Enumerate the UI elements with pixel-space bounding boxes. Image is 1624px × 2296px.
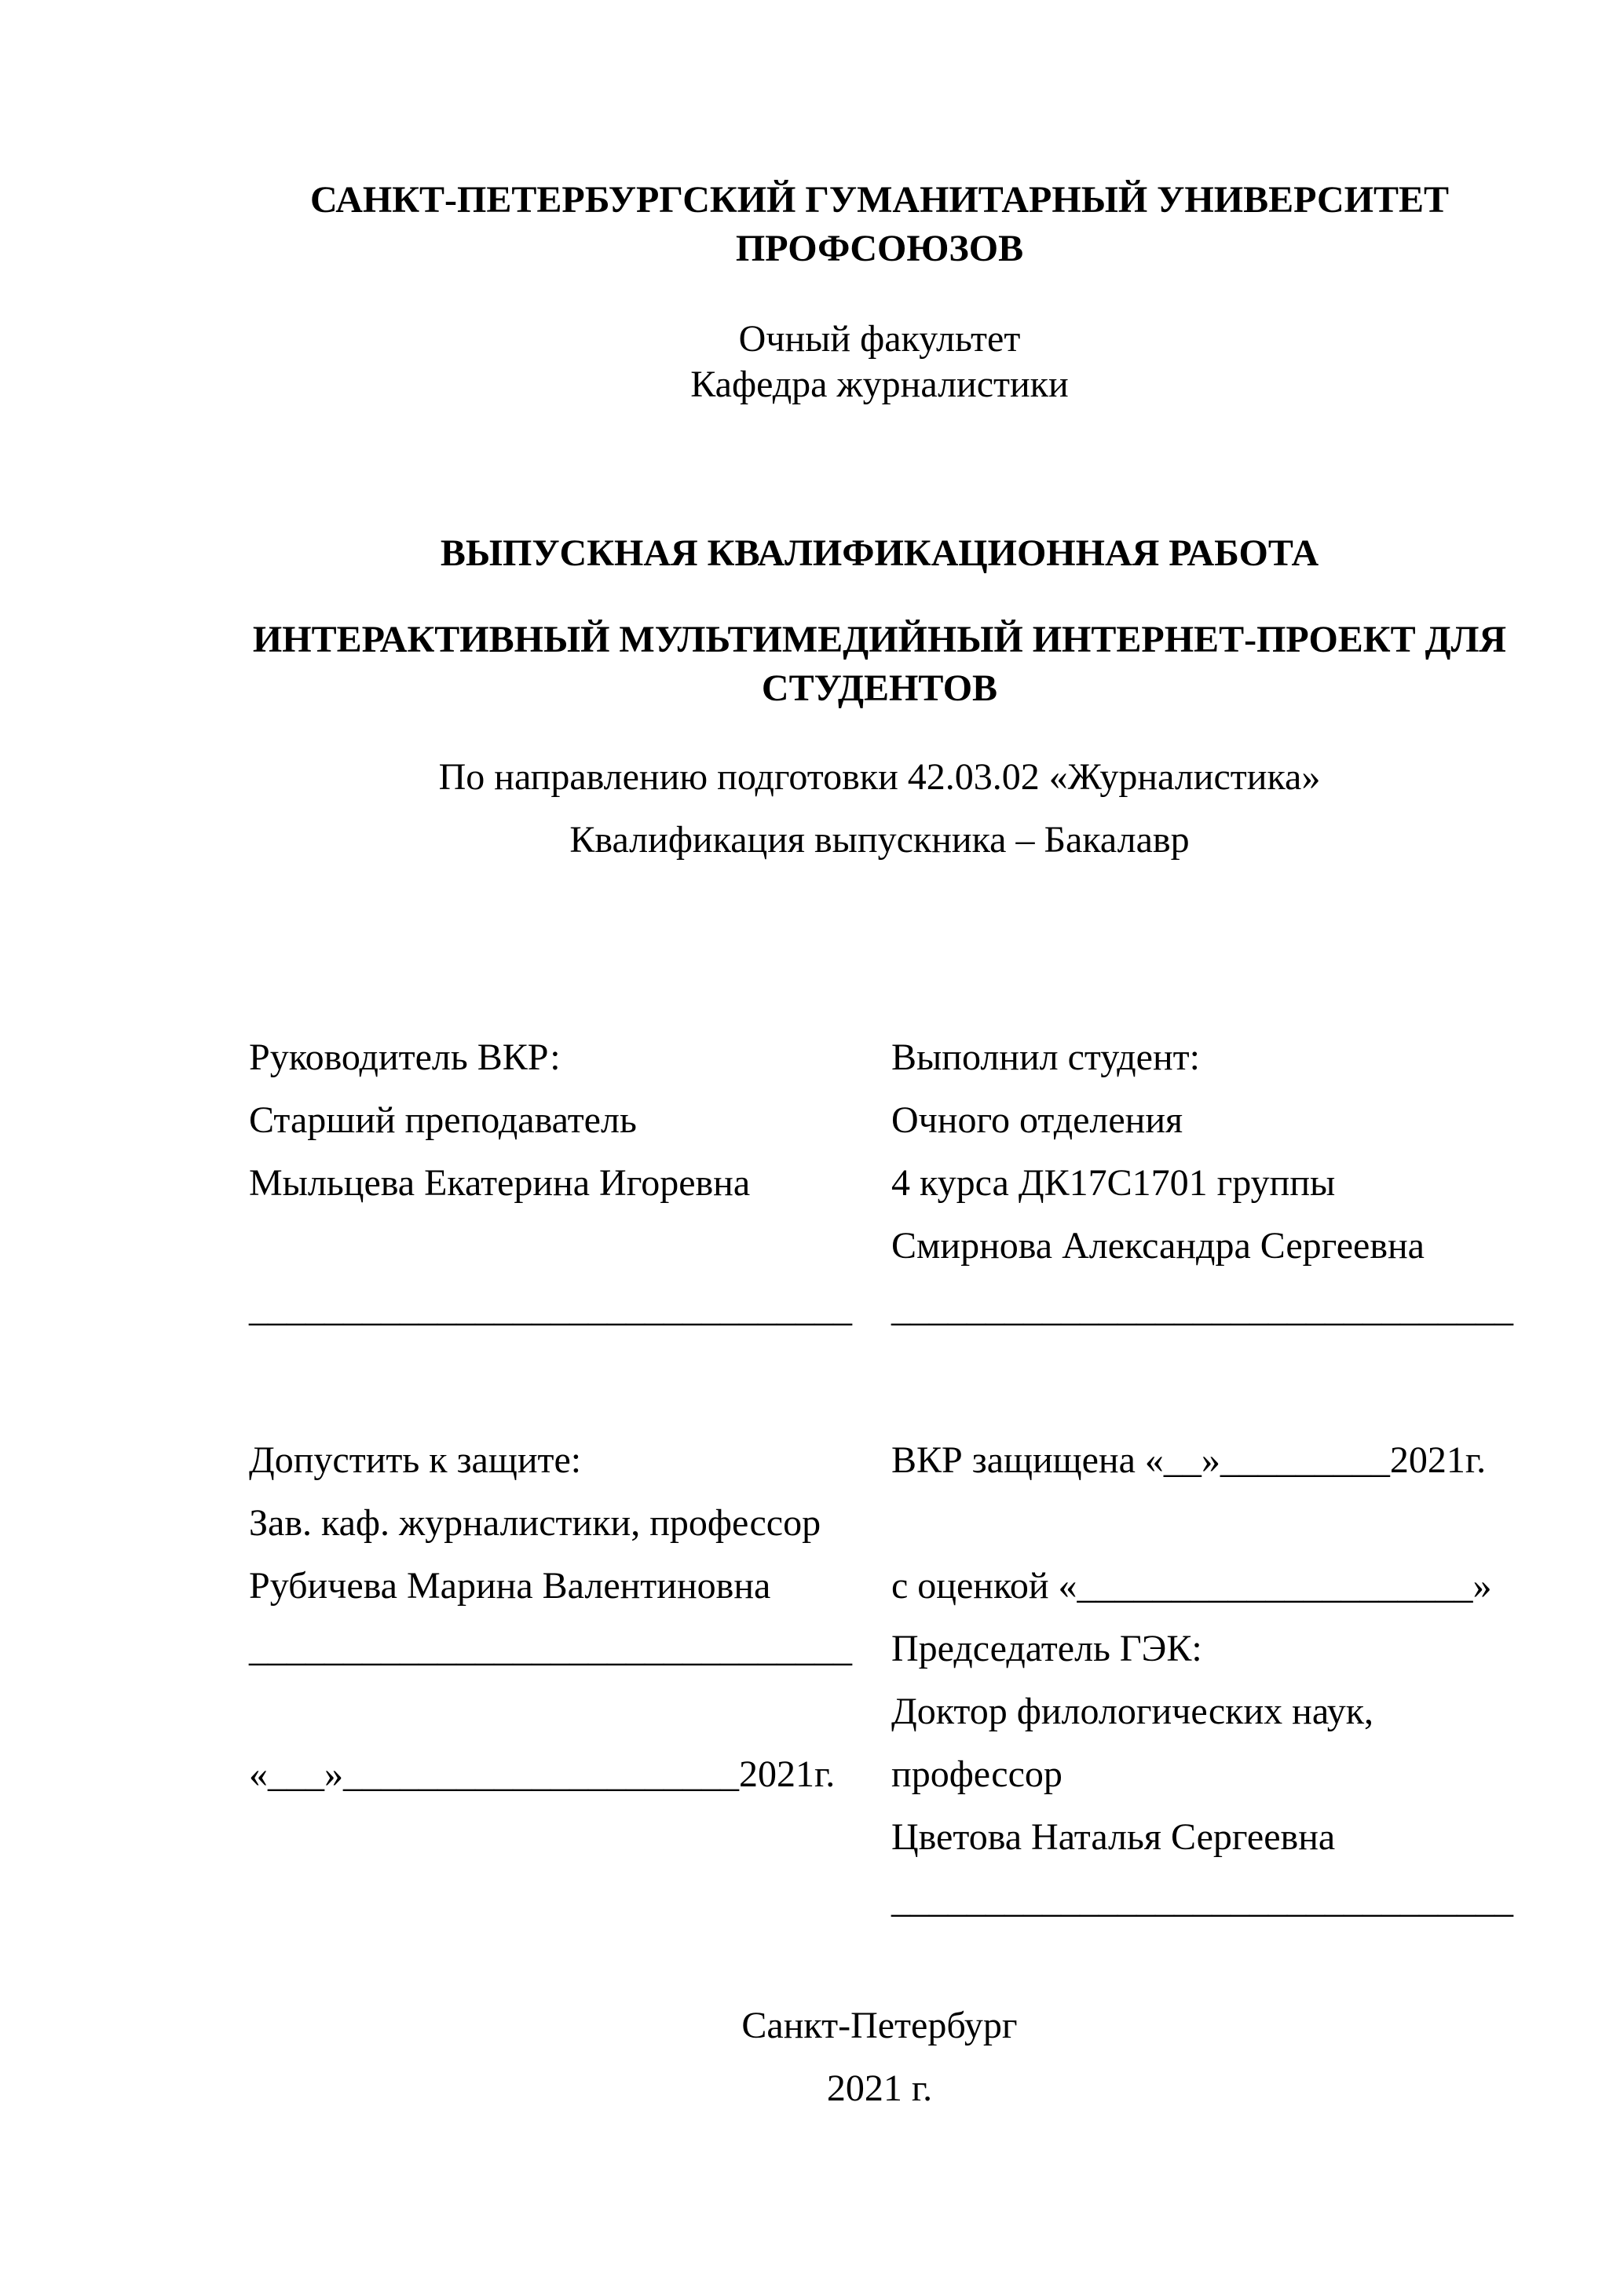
chairman-position-line: профессор (891, 1753, 1063, 1795)
admission-column (249, 1429, 851, 1806)
city-line: Санкт-Петербург (741, 2005, 1018, 2046)
department-line: Кафедра журналистики (690, 364, 1069, 405)
student-group-line: 4 курса ДК17С1701 группы (891, 1162, 1336, 1204)
student-name-line: Смирнова Александра Сергеевна (891, 1225, 1425, 1267)
blank-line (249, 1215, 851, 1278)
supervisor-role-line: Руководитель ВКР: (249, 1036, 561, 1078)
supervisor-name-line: Мыльцева Екатерина Игоревна (249, 1162, 751, 1204)
chairman-name-line: Цветова Наталья Сергеевна (891, 1816, 1336, 1858)
admission-name-line: Рубичева Марина Валентиновна (249, 1565, 771, 1607)
faculty-line: Очный факультет (738, 318, 1021, 360)
defense-signature-line: _________________________________ (891, 1879, 1513, 1921)
defense-defended-line: ВКР защищена «__»_________2021г. (891, 1439, 1487, 1481)
direction-block (249, 746, 1510, 872)
admission-signature-line: ________________________________ (249, 1628, 852, 1669)
blank-line (891, 1492, 1510, 1555)
year-line: 2021 г. (826, 2067, 933, 2109)
footer (249, 1994, 1510, 2120)
student-role-line: Выполнил студент: (891, 1036, 1200, 1078)
qualification-line: Квалификация выпускника – Бакалавр (569, 819, 1190, 861)
student-department-line: Очного отделения (891, 1099, 1183, 1141)
chairman-degree-line: Доктор филологических наук, (891, 1691, 1374, 1732)
defense-grade-line: с оценкой «_____________________» (891, 1565, 1492, 1607)
admission-heading-line: Допустить к защите: (249, 1439, 582, 1481)
defense-column (891, 1429, 1513, 1932)
student-column (891, 1026, 1513, 1340)
admission-position-line: Зав. каф. журналистики, профессор (249, 1502, 821, 1544)
supervisor-position-line: Старший преподаватель (249, 1099, 637, 1141)
direction-line: По направлению подготовки 42.03.02 «Журналистика» (438, 756, 1321, 798)
admission-date-line: «___»_____________________2021г. (249, 1753, 836, 1795)
university-title: САНКТ-ПЕТЕРБУРГСКИЙ ГУМАНИТАРНЫЙ УНИВЕРСИТЕТ ПРОФСОЮЗОВ (309, 179, 1450, 269)
admission-defense-section (249, 1429, 1513, 1932)
supervisor-column (249, 1026, 851, 1340)
supervisor-student-section (249, 1026, 1513, 1340)
supervisor-signature-line: ________________________________ (249, 1288, 852, 1329)
work-title-heading: ИНТЕРАКТИВНЫЙ МУЛЬТИМЕДИЙНЫЙ ИНТЕРНЕТ-ПРОЕКТ ДЛЯ СТУДЕНТОВ (252, 619, 1507, 709)
blank-line (249, 1680, 851, 1743)
header-subhead (249, 316, 1510, 408)
chairman-heading-line: Председатель ГЭК: (891, 1628, 1202, 1669)
student-signature-line: _________________________________ (891, 1288, 1513, 1329)
work-type-heading: ВЫПУСКНАЯ КВАЛИФИКАЦИОННАЯ РАБОТА (440, 532, 1319, 574)
